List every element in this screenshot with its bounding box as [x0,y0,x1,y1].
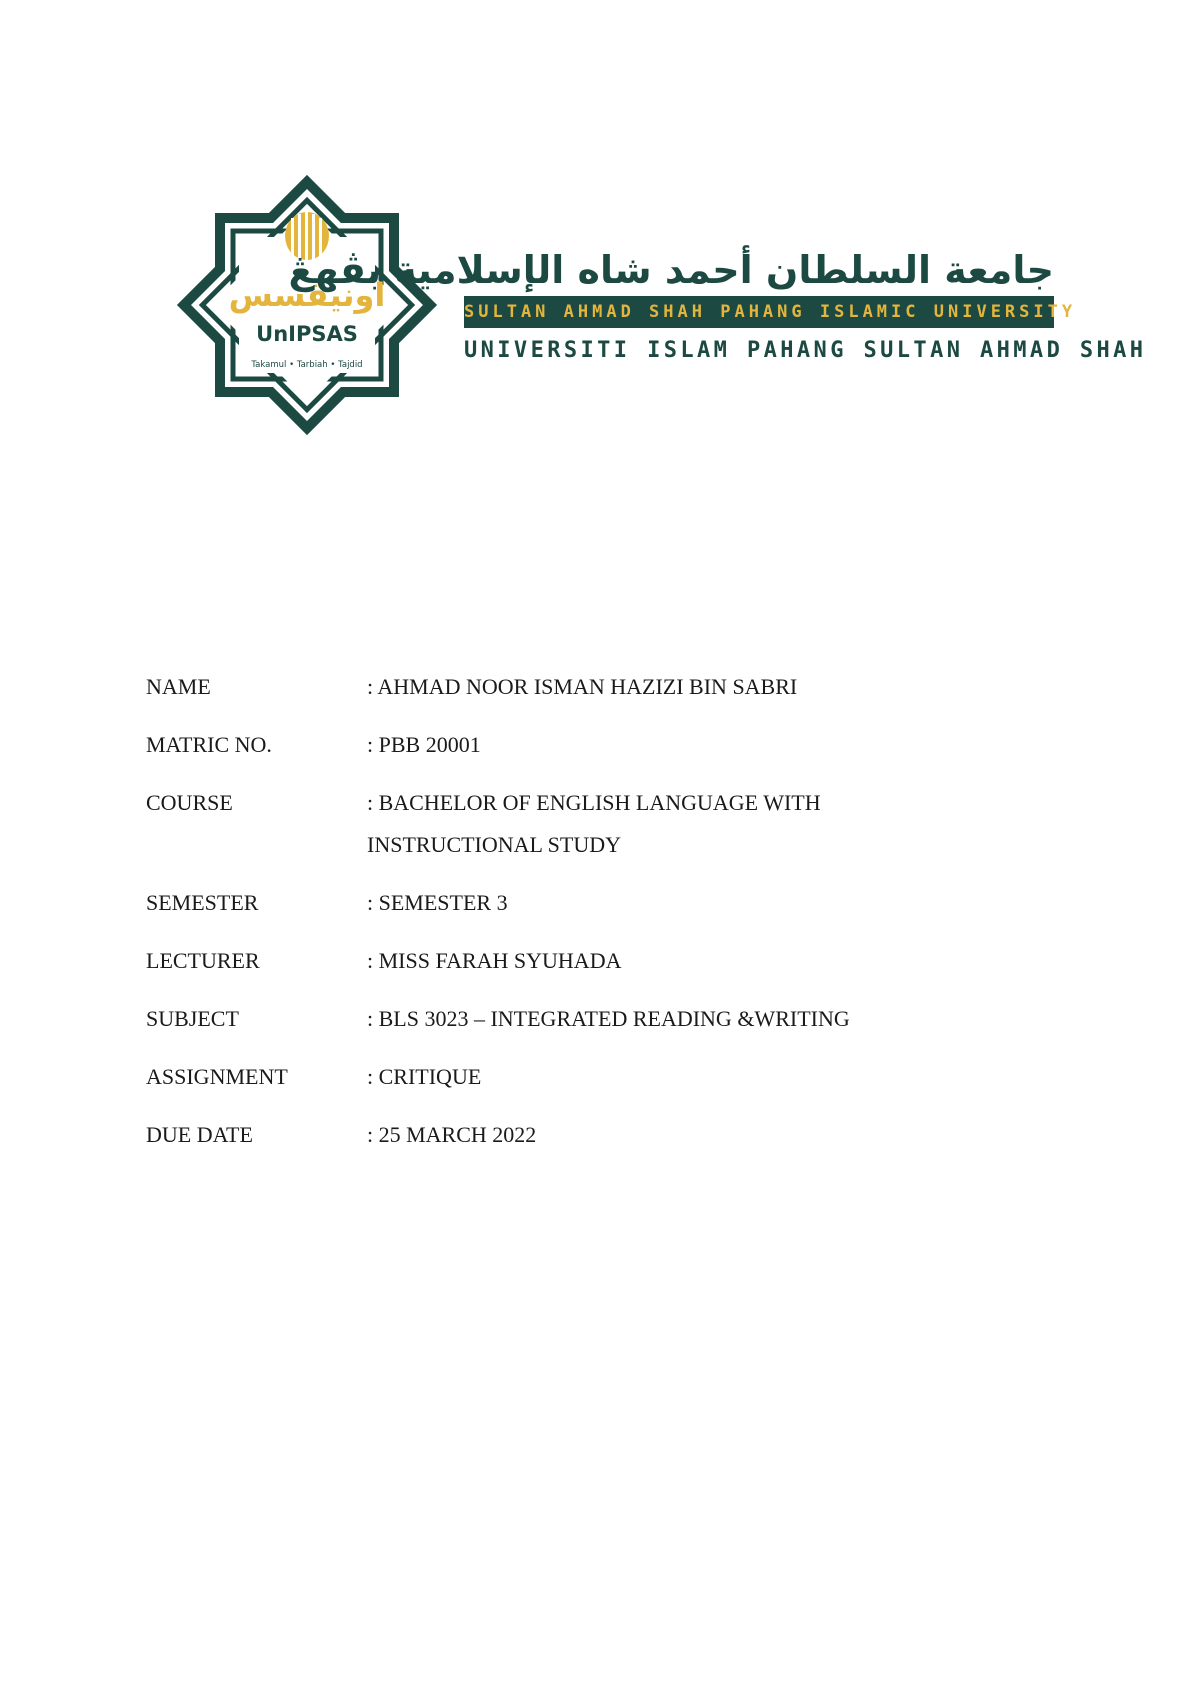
detail-row-subject [146,998,1046,1040]
detail-row-matric-no [146,724,1046,766]
university-english-name: SULTAN AHMAD SHAH PAHANG ISLAMIC UNIVERSITY [464,296,1054,328]
detail-label: MATRIC NO. [146,732,272,757]
detail-value: : MISS FARAH SYUHADA [367,948,622,973]
emblem-latin-wordmark: UnIPSAS [256,322,358,346]
detail-label: SUBJECT [146,1006,239,1031]
detail-label: NAME [146,674,211,699]
detail-label: SEMESTER [146,890,259,915]
detail-row-name [146,666,1046,708]
detail-value: : CRITIQUE [367,1064,482,1089]
detail-label: DUE DATE [146,1122,253,1147]
detail-value: : PBB 20001 [367,732,481,757]
emblem-arabic-wordmark: اونيڤسس [228,276,386,314]
detail-label: ASSIGNMENT [146,1064,288,1089]
university-arabic-name: جامعة السلطان أحمد شاه الإسلامية بڤهڠ [288,248,1054,292]
university-logo [172,170,1147,445]
university-malay-name: UNIVERSITI ISLAM PAHANG SULTAN AHMAD SHAH [464,338,1147,363]
detail-label: COURSE [146,790,233,815]
student-details [146,666,1046,1172]
detail-row-due-date [146,1114,1046,1156]
detail-value: : AHMAD NOOR ISMAN HAZIZI BIN SABRI [367,674,798,699]
emblem-motto: Takamul • Tarbiah • Tajdid [251,360,363,370]
university-emblem-icon [172,170,442,440]
detail-row-course [146,782,1046,866]
detail-value: : BLS 3023 – INTEGRATED READING &WRITING [367,1006,850,1031]
detail-label: LECTURER [146,948,260,973]
detail-value: : 25 MARCH 2022 [367,1122,537,1147]
detail-row-lecturer [146,940,1046,982]
detail-value: : SEMESTER 3 [367,890,508,915]
detail-value: : BACHELOR OF ENGLISH LANGUAGE WITH INSTRUCTIONAL STUDY [367,790,821,857]
detail-row-semester [146,882,1046,924]
detail-row-assignment [146,1056,1046,1098]
